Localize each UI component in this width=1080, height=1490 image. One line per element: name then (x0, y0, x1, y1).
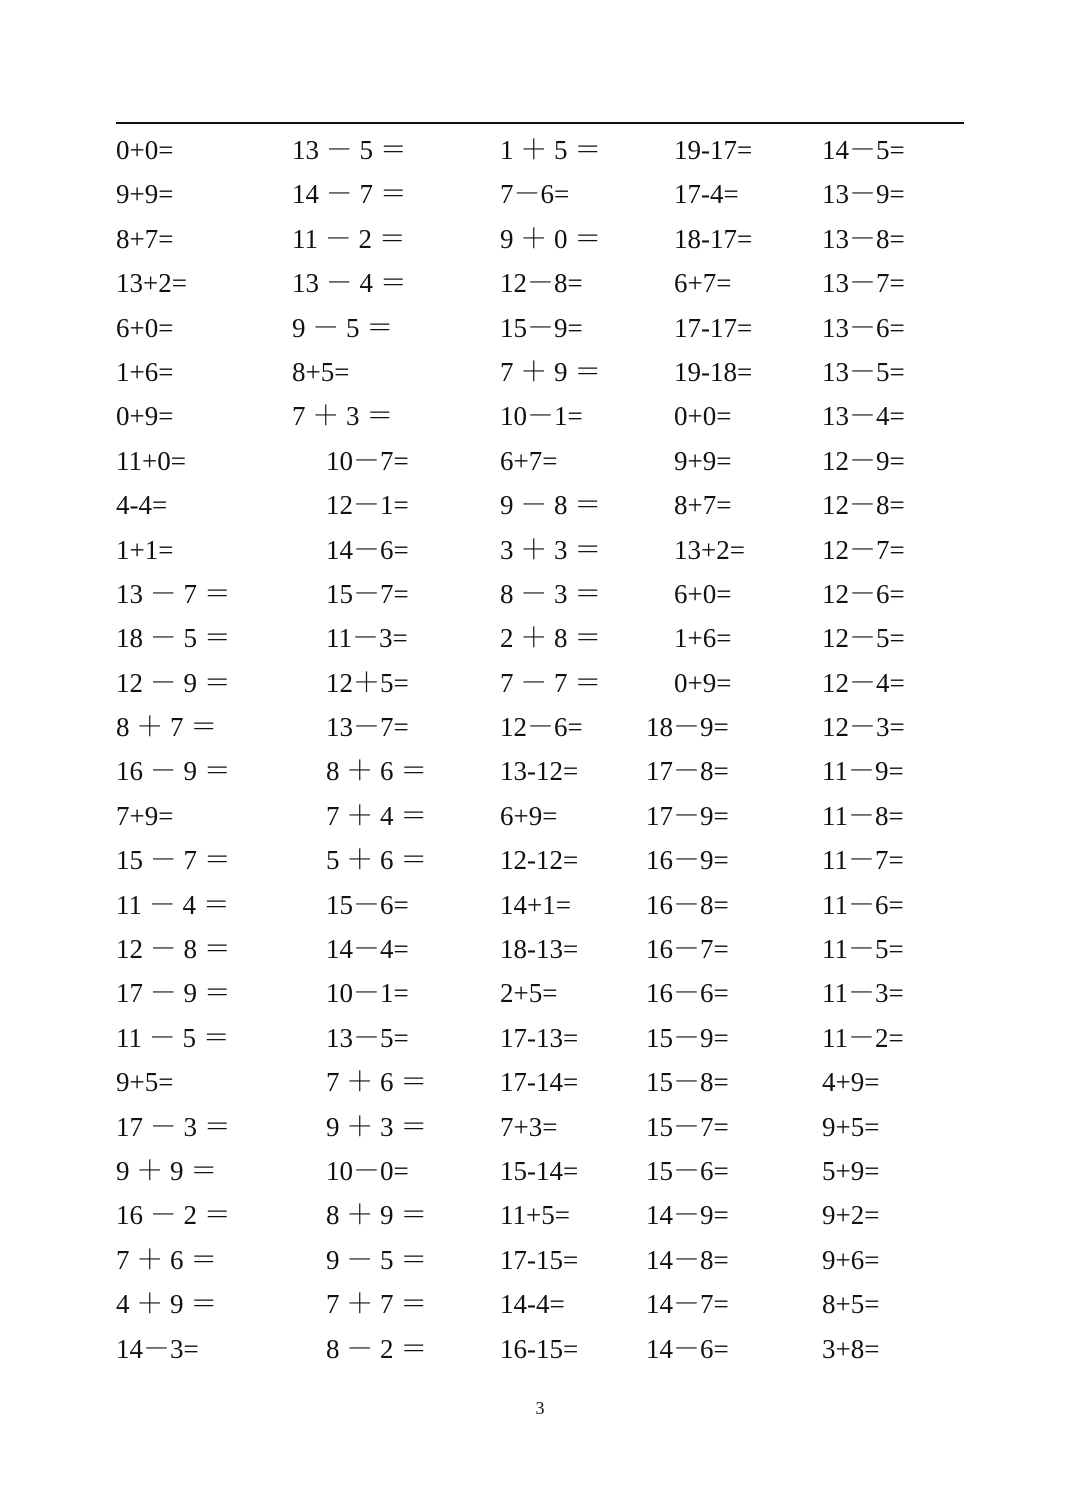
problem-row (0, 1060, 1080, 1104)
problem-cell: 10－0= (326, 1155, 409, 1186)
problem-cell: 15-14= (500, 1155, 579, 1186)
problem-cell: 8 ＋ 7 ＝ (116, 712, 218, 743)
problem-cell: 0+9= (674, 667, 732, 698)
problem-row (0, 1016, 1080, 1060)
problem-cell: 9+9= (674, 445, 732, 476)
problem-cell: 12－6= (500, 712, 583, 743)
problem-cell: 11 － 4 ＝ (116, 889, 230, 920)
problem-cell: 17-17= (674, 312, 753, 343)
problem-cell: 12-12= (500, 845, 579, 876)
problem-cell: 18-13= (500, 934, 579, 965)
problem-row (0, 394, 1080, 438)
problem-cell: 11－6= (822, 889, 904, 920)
problem-cell: 12＋5= (326, 667, 409, 698)
problem-cell: 7 ＋ 6 ＝ (116, 1244, 218, 1275)
problem-cell: 4 ＋ 9 ＝ (116, 1289, 218, 1320)
problem-cell: 19-18= (674, 356, 753, 387)
problem-cell: 8+5= (822, 1289, 880, 1320)
problem-cell: 5+9= (822, 1155, 880, 1186)
problem-row (0, 261, 1080, 305)
problem-row (0, 705, 1080, 749)
problem-cell: 13－5= (326, 1022, 409, 1053)
problem-row (0, 749, 1080, 793)
top-rule (116, 122, 964, 124)
problem-cell: 9 － 8 ＝ (500, 490, 602, 521)
problem-cell: 10－7= (326, 445, 409, 476)
problem-cell: 15－6= (326, 889, 409, 920)
problem-row (0, 572, 1080, 616)
problem-cell: 11－3= (822, 978, 904, 1009)
problem-cell: 13－8= (822, 223, 905, 254)
problem-cell: 14－6= (326, 534, 409, 565)
problem-row (0, 439, 1080, 483)
problem-cell: 10－1= (500, 401, 583, 432)
problem-cell: 3+8= (822, 1333, 880, 1364)
problem-cell: 1+6= (674, 623, 732, 654)
problem-cell: 11+0= (116, 445, 186, 476)
problem-row (0, 1149, 1080, 1193)
problem-cell: 17－9= (646, 800, 729, 831)
problem-cell: 15－7= (646, 1111, 729, 1142)
problem-cell: 15－9= (500, 312, 583, 343)
problem-row (0, 1238, 1080, 1282)
problem-cell: 13+2= (116, 268, 187, 299)
problem-row (0, 350, 1080, 394)
problem-row (0, 172, 1080, 216)
problem-cell: 8 ＋ 6 ＝ (326, 756, 428, 787)
problem-row (0, 883, 1080, 927)
problem-cell: 9+6= (822, 1244, 880, 1275)
problem-row (0, 616, 1080, 660)
problem-cell: 9+2= (822, 1200, 880, 1231)
problem-cell: 12－4= (822, 667, 905, 698)
problem-cell: 7 ＋ 4 ＝ (326, 800, 428, 831)
problem-row (0, 1282, 1080, 1326)
problem-cell: 7 － 7 ＝ (500, 667, 602, 698)
problem-cell: 8+5= (292, 356, 350, 387)
problem-cell: 15－8= (646, 1067, 729, 1098)
problem-cell: 11－5= (822, 934, 904, 965)
problem-cell: 11－2= (822, 1022, 904, 1053)
problem-cell: 13 － 4 ＝ (292, 268, 407, 299)
problem-cell: 9 ＋ 9 ＝ (116, 1155, 218, 1186)
problem-cell: 7+3= (500, 1111, 558, 1142)
problem-row (0, 217, 1080, 261)
problem-cell: 7 ＋ 6 ＝ (326, 1067, 428, 1098)
problem-cell: 16-15= (500, 1333, 579, 1364)
problem-cell: 7－6= (500, 179, 570, 210)
problem-cell: 18 － 5 ＝ (116, 623, 231, 654)
problem-cell: 12－5= (822, 623, 905, 654)
problem-cell: 11－8= (822, 800, 904, 831)
problem-cell: 14－6= (646, 1333, 729, 1364)
problem-cell: 7 ＋ 9 ＝ (500, 356, 602, 387)
problem-cell: 12－8= (822, 490, 905, 521)
problem-cell: 5 ＋ 6 ＝ (326, 845, 428, 876)
problem-cell: 14 － 7 ＝ (292, 179, 407, 210)
problem-cell: 8 － 2 ＝ (326, 1333, 428, 1364)
problem-cell: 14-4= (500, 1289, 565, 1320)
problem-row (0, 661, 1080, 705)
problem-cell: 6+0= (674, 578, 732, 609)
problem-cell: 17-14= (500, 1067, 579, 1098)
problem-cell: 17 － 9 ＝ (116, 978, 231, 1009)
problem-cell: 16 － 9 ＝ (116, 756, 231, 787)
problem-cell: 14－4= (326, 934, 409, 965)
problem-cell: 1+1= (116, 534, 174, 565)
problem-cell: 9 － 5 ＝ (326, 1244, 428, 1275)
problem-row (0, 1105, 1080, 1149)
problem-cell: 7 ＋ 3 ＝ (292, 401, 394, 432)
problem-cell: 13-12= (500, 756, 579, 787)
problem-cell: 18－9= (646, 712, 729, 743)
problem-cell: 4+9= (822, 1067, 880, 1098)
problem-cell: 6+9= (500, 800, 558, 831)
problem-cell: 15 － 7 ＝ (116, 845, 231, 876)
problem-cell: 12－6= (822, 578, 905, 609)
problem-cell: 9+9= (116, 179, 174, 210)
problem-cell: 14－7= (646, 1289, 729, 1320)
problem-cell: 16－7= (646, 934, 729, 965)
problem-cell: 13－6= (822, 312, 905, 343)
problem-cell: 9 ＋ 3 ＝ (326, 1111, 428, 1142)
problem-row (0, 794, 1080, 838)
problem-cell: 16－6= (646, 978, 729, 1009)
problem-cell: 17-15= (500, 1244, 579, 1275)
problem-cell: 19-17= (674, 135, 753, 165)
problem-cell: 12－7= (822, 534, 905, 565)
problem-cell: 16－9= (646, 845, 729, 876)
problem-cell: 8+7= (674, 490, 732, 521)
problem-cell: 7 ＋ 7 ＝ (326, 1289, 428, 1320)
problem-cell: 12－3= (822, 712, 905, 743)
problem-cell: 0+0= (674, 401, 732, 432)
problem-cell: 8+7= (116, 223, 174, 254)
problem-cell: 12－1= (326, 490, 409, 521)
problem-cell: 15－6= (646, 1155, 729, 1186)
problem-cell: 13－5= (822, 356, 905, 387)
page-number: 3 (535, 1398, 545, 1418)
problem-cell: 15－9= (646, 1022, 729, 1053)
problem-cell: 16 － 2 ＝ (116, 1200, 231, 1231)
problem-row (0, 971, 1080, 1015)
problem-row (0, 1193, 1080, 1237)
problem-cell: 13－4= (822, 401, 905, 432)
problem-cell: 11 － 2 ＝ (292, 223, 406, 254)
problem-row (0, 128, 1080, 172)
problem-cell: 13+2= (674, 534, 745, 565)
problem-cell: 11－3= (326, 623, 408, 654)
problem-cell: 7+9= (116, 800, 174, 831)
problem-row (0, 306, 1080, 350)
problem-cell: 12－8= (500, 268, 583, 299)
problem-cell: 12 － 8 ＝ (116, 934, 231, 965)
problem-cell: 9+5= (116, 1067, 174, 1098)
problem-cell: 16－8= (646, 889, 729, 920)
problem-cell: 17-13= (500, 1022, 579, 1053)
problem-cell: 18-17= (674, 223, 753, 254)
problem-cell: 14+1= (500, 889, 571, 920)
problem-cell: 6+7= (500, 445, 558, 476)
problem-cell: 17－8= (646, 756, 729, 787)
problem-cell: 9 ＋ 0 ＝ (500, 223, 602, 254)
problem-cell: 6+0= (116, 312, 174, 343)
problem-cell: 0+9= (116, 401, 174, 432)
problem-cell: 3 ＋ 3 ＝ (500, 534, 602, 565)
problem-cell: 13 － 7 ＝ (116, 578, 231, 609)
problem-cell: 14－5= (822, 135, 905, 165)
problem-cell: 2+5= (500, 978, 558, 1009)
problem-row (0, 927, 1080, 971)
problem-cell: 17-4= (674, 179, 739, 210)
problem-cell: 8 ＋ 9 ＝ (326, 1200, 428, 1231)
problem-cell: 13 － 5 ＝ (292, 135, 407, 165)
problem-cell: 11+5= (500, 1200, 570, 1231)
problem-cell: 1 ＋ 5 ＝ (500, 135, 602, 165)
problem-cell: 4-4= (116, 490, 168, 521)
problem-cell: 11－7= (822, 845, 904, 876)
problem-cell: 6+7= (674, 268, 732, 299)
problem-cell: 14－3= (116, 1333, 199, 1364)
problem-cell: 12－9= (822, 445, 905, 476)
problem-cell: 14－8= (646, 1244, 729, 1275)
problem-row (0, 528, 1080, 572)
problem-cell: 13－7= (326, 712, 409, 743)
problem-cell: 8 － 3 ＝ (500, 578, 602, 609)
problem-row (0, 838, 1080, 882)
problem-cell: 11 － 5 ＝ (116, 1022, 230, 1053)
problem-cell: 9 － 5 ＝ (292, 312, 394, 343)
problem-cell: 9+5= (822, 1111, 880, 1142)
problem-cell: 17 － 3 ＝ (116, 1111, 231, 1142)
problem-cell: 0+0= (116, 135, 174, 165)
problem-cell: 10－1= (326, 978, 409, 1009)
problem-row (0, 1327, 1080, 1371)
problem-cell: 2 ＋ 8 ＝ (500, 623, 602, 654)
problem-grid (0, 128, 1080, 1371)
problem-cell: 12 － 9 ＝ (116, 667, 231, 698)
problem-cell: 14－9= (646, 1200, 729, 1231)
problem-row (0, 483, 1080, 527)
problem-cell: 13－9= (822, 179, 905, 210)
problem-cell: 1+6= (116, 356, 174, 387)
problem-cell: 15－7= (326, 578, 409, 609)
problem-cell: 11－9= (822, 756, 904, 787)
problem-cell: 13－7= (822, 268, 905, 299)
